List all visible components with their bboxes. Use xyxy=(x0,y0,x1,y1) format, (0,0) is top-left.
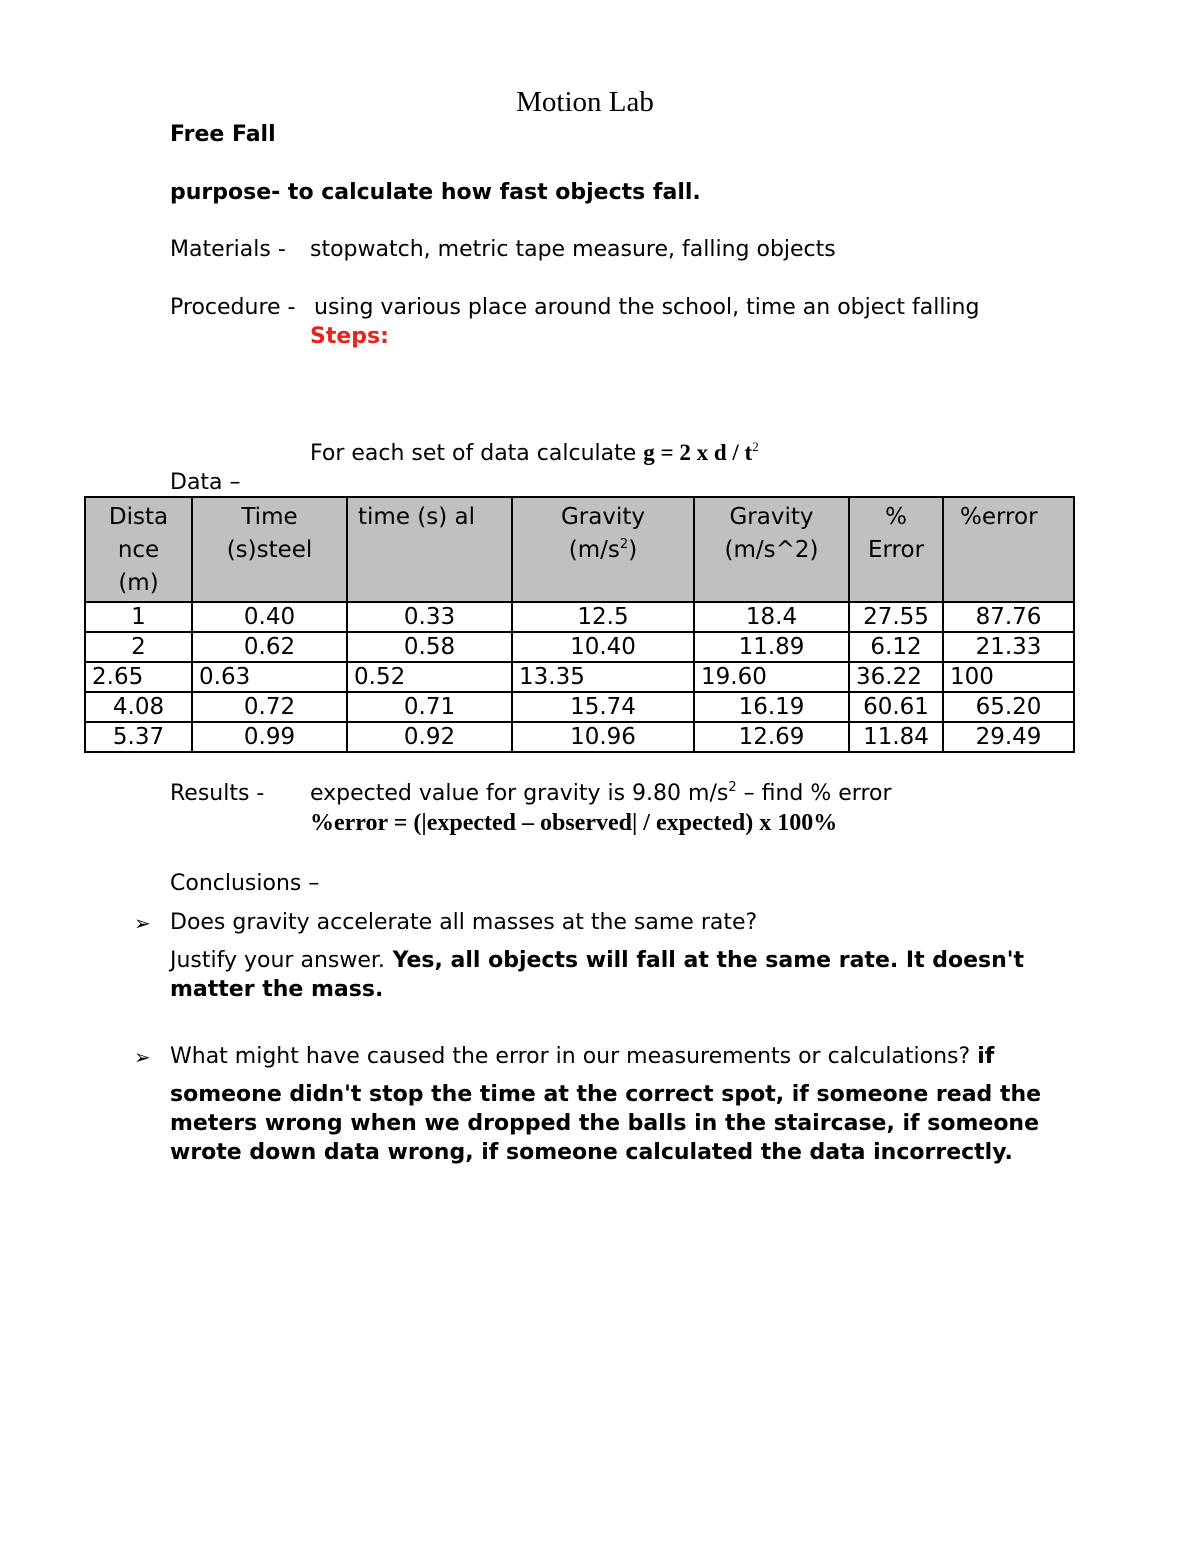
answer-1-text: Yes, all objects will fall at the same rate. It doesn't matter the mass. xyxy=(170,948,1025,1002)
section-heading: Free Fall xyxy=(170,122,276,147)
table-cell: 1 xyxy=(85,602,192,632)
procedure-text: using various place around the school, time an object falling xyxy=(314,295,980,320)
table-cell: 12.69 xyxy=(694,722,849,752)
table-cell: 0.72 xyxy=(192,692,347,722)
formula-line xyxy=(310,440,759,466)
error-formula: %error = (|expected – observed| / expected) x 100% xyxy=(310,810,838,836)
header-percent-error: % Error xyxy=(849,497,943,602)
table-cell: 0.63 xyxy=(192,662,347,692)
page-title: Motion Lab xyxy=(516,86,654,118)
conclusions-label: Conclusions – xyxy=(170,871,320,896)
table-cell: 36.22 xyxy=(849,662,943,692)
table-cell: 11.84 xyxy=(849,722,943,752)
table-cell: 100 xyxy=(943,662,1074,692)
bullet-arrow-icon: ➢ xyxy=(134,911,151,935)
table-cell: 0.52 xyxy=(347,662,512,692)
table-cell: 10.96 xyxy=(512,722,694,752)
steps-label: Steps: xyxy=(310,324,389,349)
table-cell: 0.62 xyxy=(192,632,347,662)
table-row xyxy=(85,602,1074,632)
table-cell: 6.12 xyxy=(849,632,943,662)
table-row xyxy=(85,692,1074,722)
table-cell: 13.35 xyxy=(512,662,694,692)
header-distance: Dista nce (m) xyxy=(85,497,192,602)
results-exponent: 2 xyxy=(728,780,737,795)
formula-prefix: For each set of data calculate xyxy=(310,441,637,466)
header-error-2: %error xyxy=(943,497,1074,602)
table-cell: 12.5 xyxy=(512,602,694,632)
answer-2: someone didn't stop the time at the correct spot, if someone read the meters wrong when we dropped the balls in the staircase, if someone wrote down data wrong, if someone calculated the data incorrectly. xyxy=(170,1082,1042,1165)
table-cell: 27.55 xyxy=(849,602,943,632)
table-cell: 65.20 xyxy=(943,692,1074,722)
table-cell: 0.71 xyxy=(347,692,512,722)
results-text-main: expected value for gravity is 9.80 m/s xyxy=(310,781,729,806)
question-2 xyxy=(170,1044,994,1069)
table-cell: 60.61 xyxy=(849,692,943,722)
table-header-row xyxy=(85,497,1074,602)
table-row xyxy=(85,722,1074,752)
table-cell: 0.99 xyxy=(192,722,347,752)
header-time-al: time (s) al xyxy=(347,497,512,602)
materials-label: Materials - xyxy=(170,237,286,262)
table-cell: 16.19 xyxy=(694,692,849,722)
purpose-text: purpose- to calculate how fast objects fall. xyxy=(170,180,701,205)
header-gravity-1: Gravity $(m/s^2)$ xyxy=(512,497,694,602)
table-cell: 11.89 xyxy=(694,632,849,662)
table-cell: 21.33 xyxy=(943,632,1074,662)
table-cell: 0.92 xyxy=(347,722,512,752)
answer-1 xyxy=(170,946,1070,1004)
question-1: Does gravity accelerate all masses at the same rate? xyxy=(170,910,758,935)
table-cell: 10.40 xyxy=(512,632,694,662)
table-cell: 5.37 xyxy=(85,722,192,752)
table-cell: 18.4 xyxy=(694,602,849,632)
table-cell: 0.58 xyxy=(347,632,512,662)
table-cell: 0.40 xyxy=(192,602,347,632)
results-text xyxy=(310,781,892,806)
table-cell: 2 xyxy=(85,632,192,662)
data-label: Data – xyxy=(170,470,241,495)
table-cell: 4.08 xyxy=(85,692,192,722)
materials-text: stopwatch, metric tape measure, falling objects xyxy=(310,237,836,262)
table-cell: 0.33 xyxy=(347,602,512,632)
justify-prompt: Justify your answer. xyxy=(170,948,385,973)
data-table xyxy=(84,496,1075,753)
formula-exponent: 2 xyxy=(752,439,759,454)
table-cell: 29.49 xyxy=(943,722,1074,752)
table-cell: 2.65 xyxy=(85,662,192,692)
header-time-steel: Time (s)steel xyxy=(192,497,347,602)
table-cell: 19.60 xyxy=(694,662,849,692)
bullet-arrow-icon: ➢ xyxy=(134,1045,151,1069)
table-cell: 87.76 xyxy=(943,602,1074,632)
results-text-end: – find % error xyxy=(736,781,892,806)
procedure-label: Procedure - xyxy=(170,295,296,320)
gravity-formula: g = 2 x d / t xyxy=(643,440,753,465)
answer-2-start: if xyxy=(977,1044,995,1069)
table-row xyxy=(85,662,1074,692)
results-label: Results - xyxy=(170,781,265,806)
question-2-text: What might have caused the error in our measurements or calculations? xyxy=(170,1044,971,1069)
table-cell: 15.74 xyxy=(512,692,694,722)
table-row xyxy=(85,632,1074,662)
header-gravity-2: Gravity (m/s^2) xyxy=(694,497,849,602)
